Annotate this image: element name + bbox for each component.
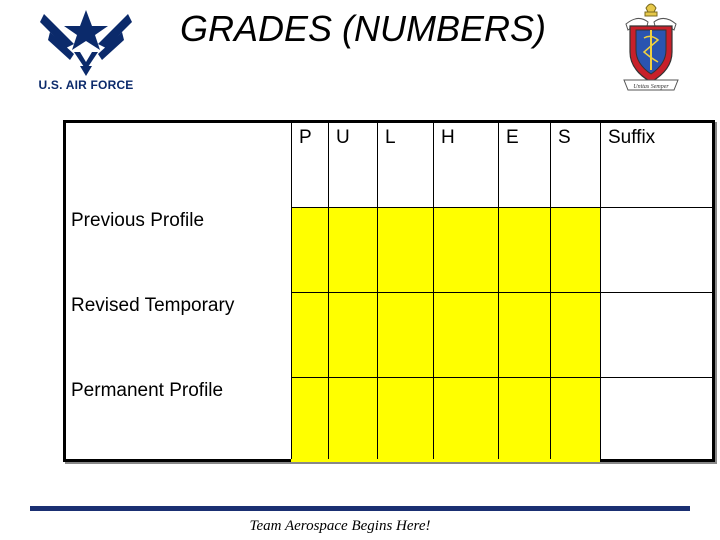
- column-divider: [328, 123, 329, 459]
- grade-cell[interactable]: [377, 207, 433, 292]
- column-divider: [498, 123, 499, 459]
- grade-cell[interactable]: [433, 377, 498, 462]
- column-header-u: U: [336, 127, 350, 148]
- grade-cell[interactable]: [498, 377, 550, 462]
- column-header-s: S: [558, 127, 571, 148]
- grade-cell[interactable]: [550, 377, 600, 462]
- column-header-p: P: [299, 127, 312, 148]
- column-divider: [550, 123, 551, 459]
- row-divider: [291, 377, 712, 378]
- grade-cell[interactable]: [498, 207, 550, 292]
- svg-text:Unitas Semper: Unitas Semper: [633, 84, 669, 90]
- column-divider: [291, 123, 292, 459]
- column-header-h: H: [441, 127, 455, 148]
- column-divider: [600, 123, 601, 459]
- column-divider: [377, 123, 378, 459]
- column-header-e: E: [506, 127, 519, 148]
- grade-cell[interactable]: [328, 292, 377, 377]
- grade-cell[interactable]: [377, 377, 433, 462]
- column-divider: [433, 123, 434, 459]
- grade-cell[interactable]: [550, 292, 600, 377]
- suffix-cell[interactable]: [600, 377, 712, 462]
- grade-cell[interactable]: [433, 292, 498, 377]
- footer-rule: [30, 506, 690, 511]
- grade-cell[interactable]: [291, 207, 328, 292]
- row-label: Revised Temporary: [71, 295, 235, 316]
- page-title: GRADES (NUMBERS): [180, 8, 547, 49]
- medical-crest-icon: [618, 0, 684, 96]
- grade-cell[interactable]: [377, 292, 433, 377]
- grade-cell[interactable]: [291, 377, 328, 462]
- grade-cell[interactable]: [498, 292, 550, 377]
- footer-tagline: Team Aerospace Begins Here!: [249, 518, 431, 534]
- grade-cell[interactable]: [291, 292, 328, 377]
- column-header-l: L: [385, 127, 396, 148]
- grade-cell[interactable]: [328, 377, 377, 462]
- suffix-cell[interactable]: [600, 292, 712, 377]
- column-header-suffix: Suffix: [608, 127, 656, 148]
- suffix-cell[interactable]: [600, 207, 712, 292]
- grades-table: [63, 120, 715, 462]
- grade-cell[interactable]: [433, 207, 498, 292]
- row-divider: [291, 292, 712, 293]
- row-label: Previous Profile: [71, 210, 205, 231]
- grade-cell[interactable]: [328, 207, 377, 292]
- row-label: Permanent Profile: [71, 380, 224, 401]
- air-force-wordmark: U.S. AIR FORCE: [38, 78, 134, 92]
- row-divider: [291, 207, 712, 208]
- grade-cell[interactable]: [550, 207, 600, 292]
